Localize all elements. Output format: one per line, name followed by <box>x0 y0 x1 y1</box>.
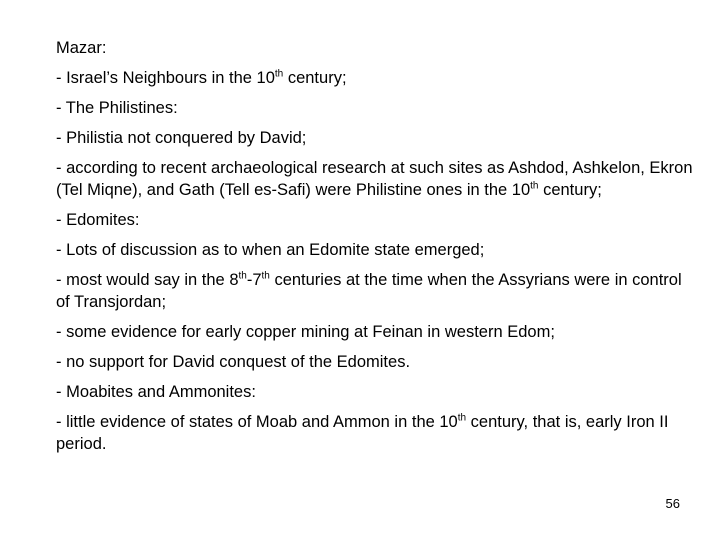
text-run: Edomites <box>66 211 135 229</box>
text-run: - Israel’s Neighbours in the 10 <box>56 69 275 87</box>
paragraph-israel-neighbours <box>56 67 696 89</box>
text-run: : <box>251 383 256 401</box>
text-run: - <box>56 383 67 401</box>
text-run: - Philistia not conquered by David; <box>56 129 307 147</box>
text-run: : <box>134 211 140 229</box>
paragraph-assyrian-control <box>56 269 696 313</box>
superscript: th <box>274 68 284 80</box>
paragraph-philistia-not-conquered <box>56 127 696 149</box>
superscript: th <box>261 270 270 282</box>
paragraph-moab-ammon-evidence <box>56 411 696 455</box>
text-run: Philistines <box>98 99 174 117</box>
superscript: th <box>457 412 467 424</box>
text-run: - no support for David conquest of the Edomites. <box>56 353 411 371</box>
paragraph-copper-mining <box>56 321 696 343</box>
paragraph-heading-edomites <box>56 209 696 231</box>
page-number: 56 <box>665 496 680 511</box>
text-run: century, that is, early Iron II period. <box>56 413 669 453</box>
text-run: century; <box>538 181 602 199</box>
paragraph-edomite-state-discussion <box>56 239 696 261</box>
superscript: th <box>238 270 247 282</box>
text-run: century; <box>283 69 347 87</box>
text-run: Mazar <box>56 39 102 57</box>
superscript: th <box>530 180 539 192</box>
text-run: : <box>173 99 178 117</box>
text-run: - according to recent archaeological research at such sites as Ashdod, Ashkelon, Ekron (Tel Miqne), and Gath (Tell es-Safi) were Philistine ones in the 10 <box>56 159 693 199</box>
paragraph-heading-moabites-ammonites <box>56 381 696 403</box>
text-run: - The <box>56 99 99 117</box>
slide-content <box>56 37 696 463</box>
text-run: - some evidence for early copper mining at Feinan in western Edom; <box>56 323 555 341</box>
text-run: - Lots of discussion as to when an Edomite state emerged; <box>56 241 485 259</box>
text-run: Moabites and Ammonites <box>66 383 252 401</box>
paragraph-heading-philistines <box>56 97 696 119</box>
text-run: : <box>101 39 107 57</box>
text-run: centuries at the time when the Assyrians were in control of Transjordan; <box>56 271 682 311</box>
paragraph-heading-mazar <box>56 37 696 59</box>
text-run: - <box>56 211 67 229</box>
paragraph-no-support-david <box>56 351 696 373</box>
text-run: - most would say in the 8 <box>56 271 239 289</box>
paragraph-archaeological-research <box>56 157 696 201</box>
text-run: - little evidence of states of Moab and Ammon in the 10 <box>56 413 458 431</box>
text-run: -7 <box>246 271 262 289</box>
